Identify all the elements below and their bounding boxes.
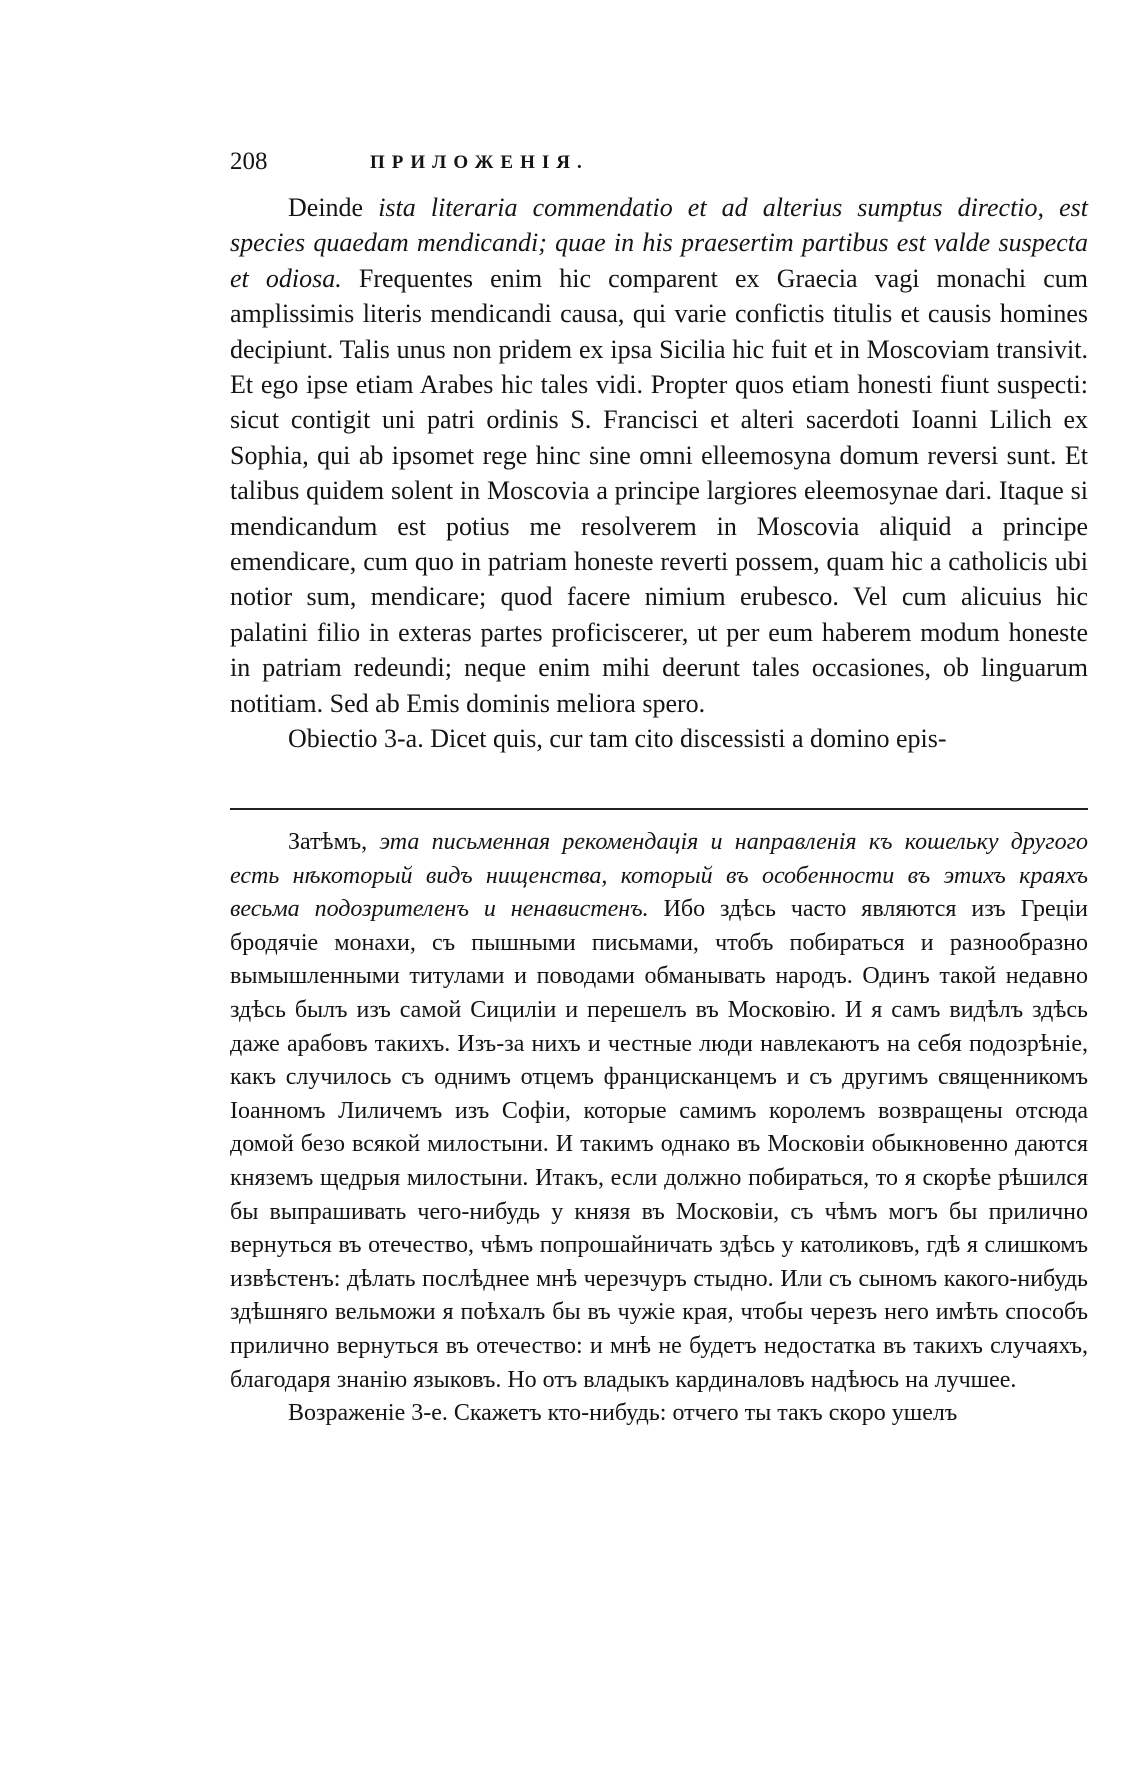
russian-translation-block — [230, 826, 1088, 1431]
latin-p1-rest: Frequentes enim hic comparent ex Graecia vagi monachi cum amplissimis literis mendicandi causa, qui varie confictis titulis et causis homines decipiunt. Talis unus non pridem ex ipsa Sicilia hic fuit et in Moscoviam transivit. Et ego ipse etiam Arabes hic tales vidi. Propter quos etiam honesti fiunt suspecti: sicut contigit uni patri ordinis S. Francisci et alteri sacerdoti Ioanni Lilich ex Sophia, qui ab ipsomet rege hinc sine omni elleemosyna domum reversi sunt. Et talibus quidem solent in Moscovia a principe largiores eleemosynae dari. Itaque si mendicandum est potius me resolverem in Moscovia aliquid a principe emendicare, cum quo in patriam honeste reverti possem, quam hic a catholicis ubi notior sum, mendicare; quod facere nimium erubesco. Vel cum alicuius hic palatini filio in exteras partes proficiscerer, ut per eum haberem modum honeste in patriam redeundi; neque enim mihi deerunt tales occasiones, ob linguarum notitiam. Sed ab Emis dominis meliora spero. — [230, 263, 1088, 718]
footnote-divider — [230, 808, 1088, 810]
russian-p1-intro: Затѣмъ, — [288, 829, 380, 855]
page-header — [230, 148, 920, 180]
latin-text-block — [230, 190, 1088, 757]
latin-paragraph-1 — [230, 190, 1088, 721]
russian-p1-italic: эта письменная рекомендація и направленія къ кошельку другого есть нѣкоторый видъ нищенства, который въ особенности въ этихъ краяхъ весьма подозрителенъ и ненавистенъ. — [230, 829, 1088, 923]
latin-p1-intro: Deinde — [288, 193, 379, 222]
page-number: 208 — [230, 148, 268, 175]
latin-paragraph-2: Obiectio 3-a. Dicet quis, cur tam cito discessisti a domino epis- — [288, 724, 947, 754]
russian-paragraph-2: Возраженіе 3-е. Скажетъ кто-нибудь: отчего ты такъ скоро ушелъ — [288, 1400, 958, 1427]
running-head: ПРИЛОЖЕНІЯ. — [370, 152, 589, 173]
russian-paragraph-1 — [230, 826, 1088, 1397]
latin-p1-italic: ista literaria commendatio et ad alterius sumptus directio, est species quaedam mendicandi; quae in his praesertim partibus est valde suspecta et odiosa. — [230, 193, 1088, 293]
russian-p1-rest: Ибо здѣсь часто являются изъ Греціи бродячіе монахи, съ пышными письмами, чтобъ побираться и разнообразно вымышленными титулами и поводами обманывать народъ. Одинъ такой недавно здѣсь былъ изъ самой Сициліи и перешелъ въ Московію. И я самъ видѣлъ здѣсь даже арабовъ такихъ. Изъ-за нихъ и честные люди навлекаютъ на себя подозрѣніе, какъ случилось съ однимъ отцемъ францисканцемъ и съ другимъ священникомъ Іоанномъ Лиличемъ изъ Софіи, которые самимъ королемъ возвращены отсюда домой безо всякой милостыни. И такимъ однако въ Московіи обыкновенно даются княземъ щедрыя милостыни. Итакъ, если должно побираться, то я скорѣе рѣшился бы выпрашивать чего-нибудь у князя въ Московіи, съ чѣмъ могъ бы прилично вернуться въ отечество, чѣмъ попрошайничать здѣсь у католиковъ, гдѣ я слишкомъ извѣстенъ: дѣлать послѣднее мнѣ черезчуръ стыдно. Или съ сыномъ какого-нибудь здѣшняго вельможи я поѣхалъ бы въ чужіе края, чтобы черезъ него имѣть способъ прилично вернуться въ отечество: и мнѣ не будетъ недостатка въ такихъ случаяхъ, благодаря знанію языковъ. Но отъ владыкъ кардиналовъ надѣюсь на лучшее. — [230, 896, 1088, 1393]
